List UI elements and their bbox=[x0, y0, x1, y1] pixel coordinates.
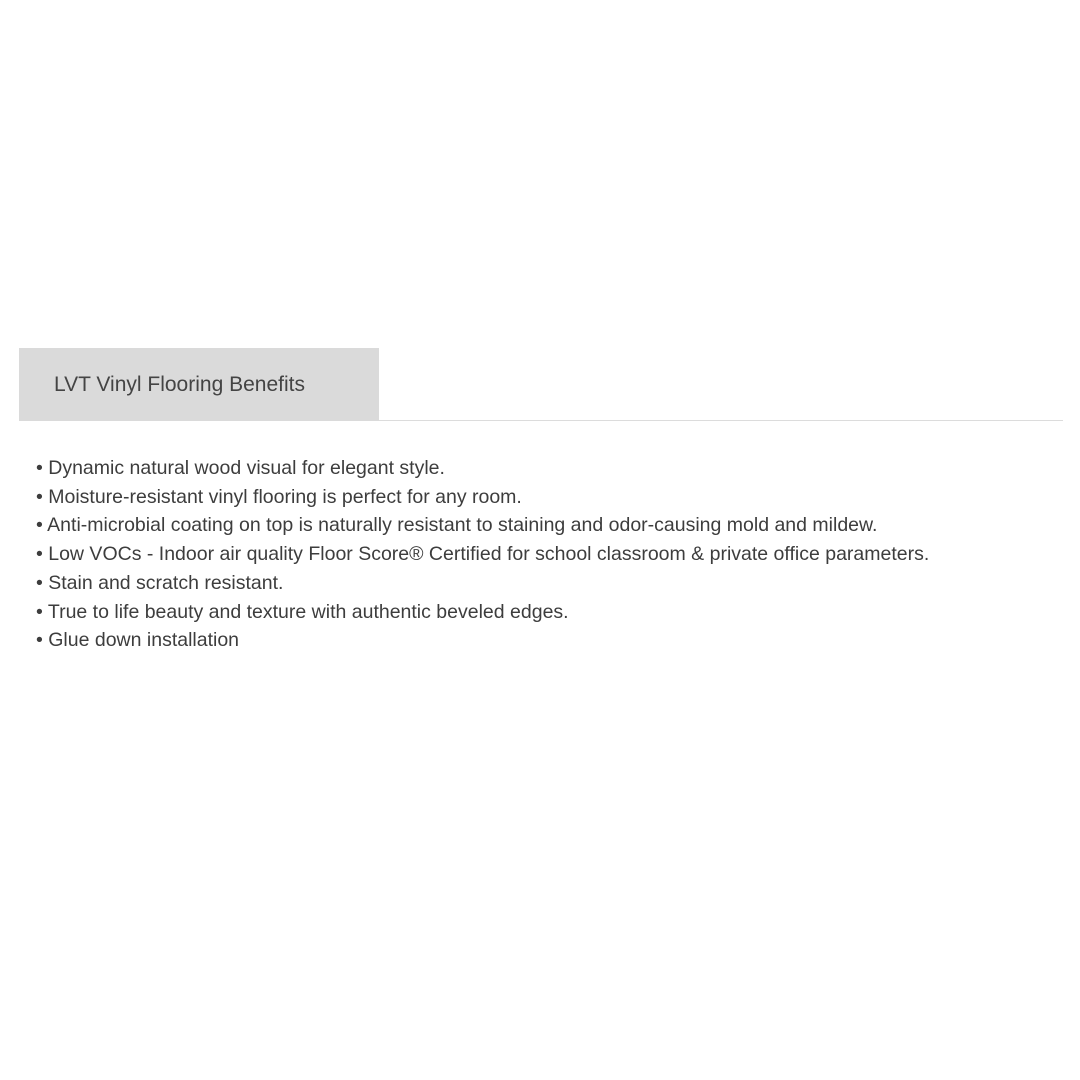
benefit-item: • Dynamic natural wood visual for elegant style. bbox=[36, 457, 445, 479]
tab-bar bbox=[19, 348, 1063, 421]
benefit-item: • Stain and scratch resistant. bbox=[36, 571, 284, 594]
benefits-list bbox=[36, 454, 1076, 655]
benefit-item: • Glue down installation bbox=[36, 629, 240, 652]
benefit-item: • Moisture-resistant vinyl flooring is perfect for any room. bbox=[36, 485, 522, 508]
benefit-item: • Anti-microbial coating on top is naturally resistant to staining and odor-causing mold and mildew. bbox=[36, 514, 878, 537]
benefit-item: • True to life beauty and texture with authentic beveled edges. bbox=[36, 600, 569, 623]
benefit-item: • Low VOCs - Indoor air quality Floor Score® Certified for school classroom & private office parameters. bbox=[36, 543, 930, 566]
tab-lvt-benefits[interactable]: LVT Vinyl Flooring Benefits bbox=[19, 348, 379, 421]
